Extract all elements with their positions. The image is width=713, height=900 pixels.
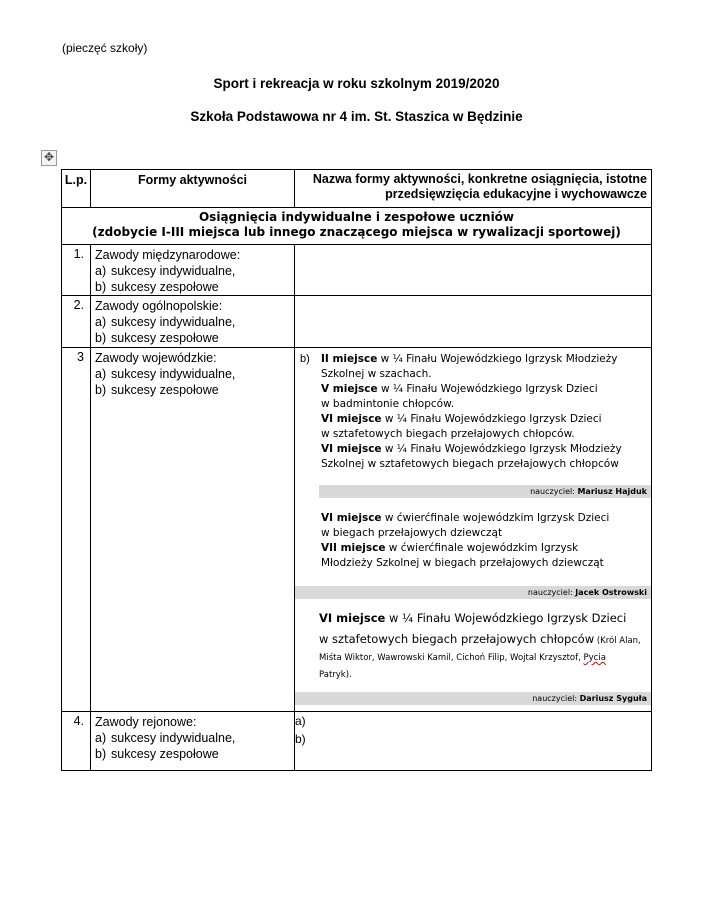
participants-text: Miśta Wiktor, Wawrowski Kamil, Cichoń Filip, Wojtal Krzysztof, xyxy=(319,653,584,663)
header-name: Nazwa formy aktywności, konkretne osiągnięcia, istotne przedsięwzięcia edukacyjne i wychowawcze xyxy=(295,170,652,208)
achievement-place: VI miejsce xyxy=(321,512,382,524)
option-b-label: b) xyxy=(95,747,107,761)
section-header xyxy=(62,208,652,245)
table-move-handle-icon[interactable]: ✥ xyxy=(41,150,57,166)
option-a-label: a) xyxy=(95,731,107,745)
row-number: 1. xyxy=(62,245,91,296)
category-title: Zawody międzynarodowe: xyxy=(95,248,241,262)
participants-start: (Król Alan, xyxy=(594,636,641,646)
achievement-text: w ¼ Finału Wojewódzkiego Igrzysk Młodzieży xyxy=(377,353,618,365)
achievement-item xyxy=(321,511,651,541)
option-a-label: a) xyxy=(95,367,107,381)
achievement-item xyxy=(319,608,651,629)
achievement-text-cont: w sztafetowych biegach przełajowych chłopców xyxy=(319,632,595,646)
option-b-text: sukcesy zespołowe xyxy=(111,280,219,294)
option-a-label: a) xyxy=(95,315,107,329)
achievements-group-2 xyxy=(295,511,651,571)
option-b-text: sukcesy zespołowe xyxy=(111,383,219,397)
achievement-item-cont xyxy=(319,629,651,650)
table-header-row xyxy=(62,170,652,208)
table-row xyxy=(62,296,652,348)
teacher-bar xyxy=(295,692,651,705)
achievement-text-cont: w biegach przełajowych dziewcząt xyxy=(321,527,503,539)
detail-a: a) xyxy=(295,714,306,728)
participants-text-end: Patryk). xyxy=(319,670,352,680)
option-a xyxy=(95,314,294,330)
table-row xyxy=(62,245,652,296)
document-title: Sport i rekreacja w roku szkolnym 2019/2020 xyxy=(213,76,500,91)
category-cell xyxy=(91,712,295,771)
category-cell xyxy=(91,348,295,712)
achievements-group-3 xyxy=(295,608,651,650)
details-cell-empty[interactable] xyxy=(295,296,652,348)
option-b-text: sukcesy zespołowe xyxy=(111,331,219,345)
table-row xyxy=(62,712,652,771)
option-a xyxy=(95,730,294,746)
section-subtitle: (zdobycie I-III miejsca lub innego znaczącego miejsca w rywalizacji sportowej) xyxy=(92,225,621,239)
achievement-place: II miejsce xyxy=(321,353,378,365)
option-b-label: b) xyxy=(95,280,107,294)
teacher-name: Dariusz Syguła xyxy=(579,694,647,703)
option-a-text: sukcesy indywidualne, xyxy=(111,315,236,329)
option-a-label: a) xyxy=(95,264,107,278)
achievement-text-cont: Młodzieży Szkolnej w biegach przełajowych dziewcząt xyxy=(321,557,604,569)
achievements-group-1 xyxy=(295,348,651,472)
section-title: Osiągnięcia indywidualne i zespołowe uczniów xyxy=(198,210,515,224)
option-a-text: sukcesy indywidualne, xyxy=(111,264,236,278)
participants-list xyxy=(295,650,651,684)
achievement-place: V miejsce xyxy=(321,383,378,395)
achievement-text: w ¼ Finału Wojewódzkiego Igrzysk Dzieci xyxy=(385,611,627,625)
achievement-item xyxy=(321,442,651,472)
achievement-text: w ¼ Finału Wojewódzkiego Igrzysk Dzieci xyxy=(381,413,602,425)
teacher-bar xyxy=(319,485,651,498)
category-cell xyxy=(91,245,295,296)
option-b-label: b) xyxy=(95,383,107,397)
option-a-text: sukcesy indywidualne, xyxy=(111,731,236,745)
teacher-label: nauczyciel: xyxy=(530,487,575,496)
teacher-label: nauczyciel: xyxy=(527,588,573,597)
details-cell-empty[interactable] xyxy=(295,245,652,296)
achievement-place: VI miejsce xyxy=(319,611,386,625)
achievement-place: VI miejsce xyxy=(321,443,382,455)
row-number: 2. xyxy=(62,296,91,348)
teacher-name: Jacek Ostrowski xyxy=(575,588,647,597)
category-title: Zawody ogólnopolskie: xyxy=(95,299,223,313)
detail-b: b) xyxy=(295,732,306,746)
teacher-name: Mariusz Hajduk xyxy=(577,487,647,496)
teacher-bar xyxy=(295,586,651,599)
option-a xyxy=(95,366,294,382)
achievement-text-cont: Szkolnej w sztafetowych biegach przełajowych chłopców xyxy=(321,458,619,470)
header-forms: Formy aktywności xyxy=(91,170,295,208)
category-title: Zawody rejonowe: xyxy=(95,715,197,729)
option-b xyxy=(95,279,294,295)
achievement-text: w ¼ Finału Wojewódzkiego Igrzysk Dzieci xyxy=(377,383,598,395)
achievement-text: w ¼ Finału Wojewódzkiego Igrzysk Młodzieży xyxy=(381,443,622,455)
category-cell xyxy=(91,296,295,348)
row-number: 3 xyxy=(62,348,91,712)
achievement-item xyxy=(321,382,651,412)
achievement-text-cont: w badmintonie chłopców. xyxy=(321,398,455,410)
participant-name-spellcheck: Pycia xyxy=(583,653,606,663)
school-name: Szkoła Podstawowa nr 4 im. St. Staszica w Będzinie xyxy=(190,109,523,124)
achievement-text: w ćwierćfinale wojewódzkim Igrzysk xyxy=(385,542,579,554)
achievements-cell[interactable] xyxy=(295,348,652,712)
option-a xyxy=(95,263,294,279)
option-b-text: sukcesy zespołowe xyxy=(111,747,219,761)
table-row xyxy=(62,348,652,712)
details-cell[interactable] xyxy=(295,712,652,771)
achievement-text-cont: Szkolnej w szachach. xyxy=(321,368,432,380)
option-b xyxy=(95,330,294,346)
option-b-label: b) xyxy=(95,331,107,345)
section-header-row xyxy=(62,208,652,245)
option-a-text: sukcesy indywidualne, xyxy=(111,367,236,381)
school-stamp-placeholder: (pieczęć szkoły) xyxy=(62,41,148,55)
achievement-place: VII miejsce xyxy=(321,542,386,554)
achievement-item xyxy=(321,541,651,571)
row-number: 4. xyxy=(62,712,91,771)
option-b xyxy=(95,382,294,398)
achievement-item xyxy=(321,412,651,442)
achievement-place: VI miejsce xyxy=(321,413,382,425)
teacher-label: nauczyciel: xyxy=(532,694,578,703)
list-label: b) xyxy=(300,353,310,365)
achievement-item xyxy=(321,352,651,382)
category-title: Zawody wojewódzkie: xyxy=(95,351,217,365)
achievement-text-cont: w sztafetowych biegach przełajowych chłopców. xyxy=(321,428,575,440)
achievement-text: w ćwierćfinale wojewódzkim Igrzysk Dzieci xyxy=(381,512,610,524)
header-lp: L.p. xyxy=(62,170,91,208)
activities-table xyxy=(61,169,652,771)
option-b xyxy=(95,746,294,762)
